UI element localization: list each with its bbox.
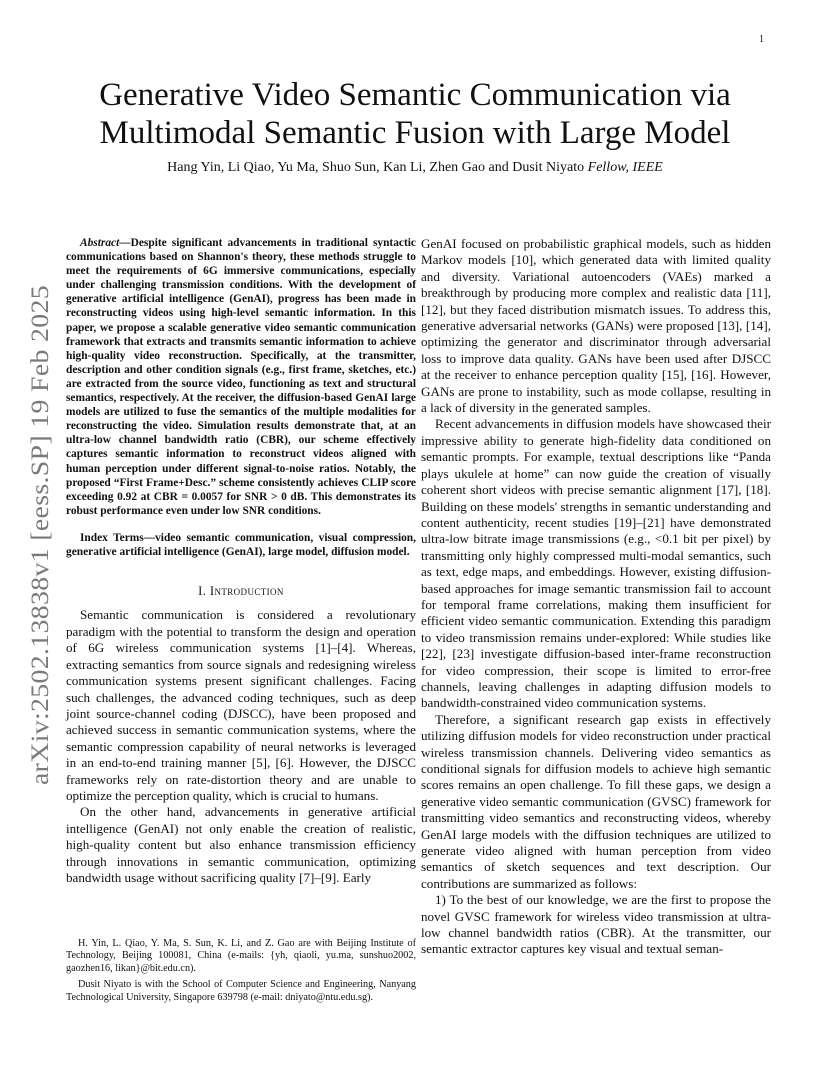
arxiv-identifier-stamp: [22, 285, 56, 785]
abstract: [66, 236, 416, 518]
right-column: [421, 236, 771, 958]
body-paragraph: GenAI focused on probabilistic graphical models, such as hidden Markov models [10], which generated data with limited quality and diversity. Variational autoencoders (VAEs) marked a breakthrough by producing more complex and realistic data [11], [12], but they faced distribution mismatch issues. To address this, generative adversarial networks (GANs) were proposed [13], [14], optimizing the generator and discriminator through adversarial loss to improve data quality. GANs have been used after DJSCC at the receiver to enhance perception quality [15], [16]. However, GANs are prone to instability, such as mode collapse, resulting in a lack of diversity in the generated samples.: [421, 236, 771, 416]
left-column: [66, 236, 416, 886]
paper-title: [70, 76, 760, 152]
author-names: Hang Yin, Li Qiao, Yu Ma, Shuo Sun, Kan Li, Zhen Gao and Dusit Niyato: [167, 160, 588, 175]
page-number: 1: [759, 34, 764, 45]
section-heading-introduction: I. Introduction: [198, 584, 284, 599]
index-terms-label: Index Terms: [80, 531, 144, 544]
body-paragraph: Therefore, a significant research gap exists in effectively utilizing diffusion models for video reconstruction under practical wireless transmission channels. Delivering video semantics as conditional signals for diffusion models to achieve high semantic scores remains an open challenge. To fill these gaps, we design a generative video semantic communication (GVSC) framework for transmitting video semantics and reconstructing videos, whereby GenAI large models with the diffusion techniques are utilized to generate video aligned with human perception from video semantics of sketch sequences and text description. Our contributions are summarized as follows:: [421, 711, 771, 891]
title-line-2: Multimodal Semantic Fusion with Large Model: [99, 115, 731, 151]
index-terms: [66, 531, 416, 559]
body-paragraph: Semantic communication is considered a revolutionary paradigm with the potential to transform the design and operation of 6G wireless communication systems [1]–[4]. Whereas, extracting semantics from source signals and redesigning wireless communication systems present significant challenges. Facing such challenges, the advanced coding techniques, such as deep joint source-channel coding (DJSCC), have been proposed and achieved success in semantic communication systems, where the semantic compression capability of neural networks is leveraged in an end-to-end training manner [5], [6]. However, the DJSCC frameworks rely on rate-distortion theory and are unable to optimize the perception quality, which is crucial to humans.: [66, 607, 416, 803]
author-list: [70, 160, 760, 176]
author-fellow-note: Fellow, IEEE: [587, 160, 663, 175]
body-paragraph: Recent advancements in diffusion models have showcased their impressive ability to generate high-fidelity data conditioned on semantic prompts. For example, textual descriptions like “Panda plays ukulele at home” can now guide the creation of visually coherent short videos with precise semantic alignment [17], [18]. Building on these models' strengths in semantic understanding and content authenticity, recent studies [19]–[21] have demonstrated ultra-low bitrate image transmissions (e.g., <0.1 bit per pixel) by transmitting only highly compressed multi-modal semantics, such as text, edge maps, and embeddings. However, existing diffusion-based approaches for image semantic transmission fail to account for temporal frame correlations, making them insufficient for efficient video semantic communication. Extending this paradigm to video transmission remains under-explored: While studies like [22], [23] investigate diffusion-based inter-frame reconstruction for video compression, their scope is limited to error-free channels, leaving challenges in adapting diffusion models to bandwidth-constrained video communication systems.: [421, 416, 771, 711]
index-terms-text: —video semantic communication, visual compression, generative artificial intelligence (GenAI), large model, diffusion model.: [66, 531, 416, 558]
body-paragraph: On the other hand, advancements in generative artificial intelligence (GenAI) not only enable the creation of realistic, high-quality content but also enhance transmission efficiency through innovations in semantic communication, optimizing bandwidth usage without sacrificing quality [7]–[9]. Early: [66, 804, 416, 885]
footnote-affiliation-ntu: Dusit Niyato is with the School of Computer Science and Engineering, Nanyang Technological University, Singapore 639798 (e-mail: dniyato@ntu.edu.sg).: [66, 979, 416, 1003]
abstract-label: Abstract: [80, 237, 120, 249]
footnote-affiliation-bit: H. Yin, L. Qiao, Y. Ma, S. Sun, K. Li, and Z. Gao are with Beijing Institute of Technology, Beijing 100081, China (e-mails: {yh, qiaoli, yu.ma, sunshuo2002, gaozhen16, likan}@bit.edu.cn).: [66, 938, 416, 974]
footnotes: [66, 938, 416, 1008]
body-paragraph: 1) To the best of our knowledge, we are the first to propose the novel GVSC framework for wireless video transmission at ultra-low channel bandwidth ratios (CBR). At the transmitter, our semantic extractor captures key visual and textual seman-: [421, 892, 771, 957]
abstract-text: —Despite significant advancements in traditional syntactic communications based on Shannon's theory, these methods struggle to meet the requirements of 6G immersive communications, especially under challenging transmission conditions. With the development of generative artificial intelligence (GenAI), progress has been made in reconstructing videos using high-level semantic information. In this paper, we propose a scalable generative video semantic communication framework that extracts and transmits semantic information to achieve high-quality video reconstruction. Specifically, at the transmitter, description and other condition signals (e.g., first frame, sketches, etc.) are extracted from the source video, functioning as text and structural semantics, respectively. At the receiver, the diffusion-based GenAI large models are utilized to fuse the semantics of the multiple modalities for reconstructing the video. Simulation results demonstrate that, at an ultra-low channel bandwidth ratio (CBR), our scheme effectively captures semantic information to reconstruct videos aligned with human perception under different signal-to-noise ratios. Notably, the proposed “First Frame+Desc.” scheme consistently achieves CLIP score exceeding 0.92 at CBR = 0.0057 for SNR > 0 dB. This demonstrates its robust performance even under low SNR conditions.: [66, 237, 416, 517]
arxiv-stamp-text: arXiv:2502.13838v1 [eess.SP] 19 Feb 2025: [27, 335, 54, 785]
title-line-1: Generative Video Semantic Communication via: [99, 77, 731, 113]
